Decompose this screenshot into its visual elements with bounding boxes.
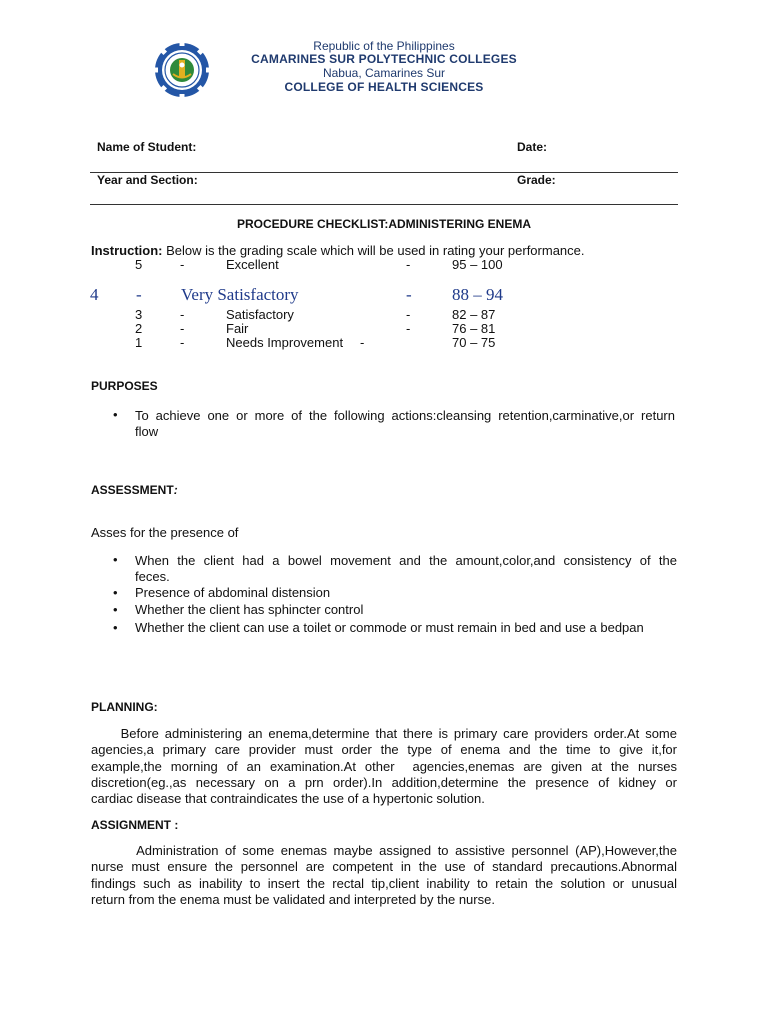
scale-score: 3: [135, 307, 143, 322]
assignment-line: Administration of some enemas maybe assigned to assistive personnel (AP),However,the: [91, 843, 677, 858]
scale-dash: -: [180, 335, 185, 350]
republic-line: Republic of the Philippines: [313, 39, 455, 53]
scale-range: 95 – 100: [452, 257, 503, 272]
instruction-label: Instruction:: [91, 243, 163, 258]
purpose-item: [135, 408, 675, 441]
scale-range: 82 – 87: [452, 307, 496, 322]
bullet-icon: •: [113, 602, 118, 617]
bullet-icon: •: [113, 407, 118, 422]
planning-line: Before administering an enema,determine that there is primary care providers order.At some: [91, 726, 677, 741]
scale-dash: -: [180, 307, 185, 322]
planning-paragraph: [91, 726, 677, 807]
scale-description: Fair: [226, 321, 249, 336]
scale-dash: -: [360, 335, 365, 350]
assignment-paragraph: [91, 843, 677, 908]
scale-score: 4: [90, 285, 99, 304]
assessment-item-line: feces.: [135, 569, 170, 585]
scale-range: 88 – 94: [452, 285, 503, 304]
assessment-heading-colon: :: [173, 483, 178, 497]
grade-label: Grade:: [517, 173, 556, 187]
bullet-icon: •: [113, 552, 118, 567]
purpose-item-line: To achieve one or more of the following actions:cleansing retention,carminative,or return: [135, 408, 675, 423]
scale-description: Excellent: [226, 257, 279, 272]
scale-description: Very Satisfactory: [181, 285, 299, 304]
scale-dash: -: [406, 257, 411, 272]
assessment-item: Whether the client can use a toilet or commode or must remain in bed and use a bedpan: [135, 620, 644, 635]
scale-dash: -: [406, 321, 411, 336]
scale-dash: -: [406, 285, 412, 304]
assignment-heading: ASSIGNMENT :: [91, 818, 179, 832]
bullet-icon: •: [113, 620, 118, 635]
bullet-icon: •: [113, 585, 118, 600]
scale-dash: -: [406, 307, 411, 322]
date-label: Date:: [517, 140, 548, 154]
assessment-heading-text: ASSESSMENT: [91, 483, 174, 497]
scale-range: 76 – 81: [452, 321, 496, 336]
scale-dash: -: [136, 285, 142, 304]
assessment-heading: [91, 483, 178, 497]
scale-score: 1: [135, 335, 143, 350]
scale-score: 5: [135, 257, 143, 272]
scale-dash: -: [180, 257, 185, 272]
assessment-item: Whether the client has sphincter control: [135, 602, 364, 617]
assignment-line: nurse must ensure the personnel are competent in the use of standard precautions.Abnormal: [91, 859, 677, 875]
planning-line: cardiac disease that contraindicates the use of a hypertonic solution.: [91, 791, 485, 807]
assessment-item-line: When the client had a bowel movement and the amount,color,and consistency of the: [135, 553, 677, 568]
assessment-intro: Asses for the presence of: [91, 525, 239, 540]
assessment-item: [135, 553, 677, 586]
assignment-line: return from the enema must be validated and interpreted by the nurse.: [91, 891, 495, 907]
planning-heading: PLANNING:: [91, 700, 158, 714]
school-name: CAMARINES SUR POLYTECHNIC COLLEGES: [251, 52, 517, 66]
college-name: COLLEGE OF HEALTH SCIENCES: [284, 80, 484, 94]
scale-description: Satisfactory: [226, 307, 294, 322]
planning-line: agencies,a primary care provider must order the type of enema and the time to give it,for: [91, 742, 677, 758]
name-of-student-label: Name of Student:: [97, 140, 197, 154]
instruction-text: Below is the grading scale which will be used in rating your performance.: [162, 243, 585, 258]
field-divider-2: [90, 204, 678, 205]
instruction-line: [91, 243, 585, 259]
scale-range: 70 – 75: [452, 335, 496, 350]
purpose-item-line: flow: [135, 424, 159, 440]
scale-description: Needs Improvement: [226, 335, 344, 350]
year-and-section-label: Year and Section:: [97, 173, 198, 187]
scale-dash: -: [180, 321, 185, 336]
planning-line: example,the morning of an examination.At other agencies,enemas are given at the nurses: [91, 758, 677, 774]
planning-line: discretion(eg.,as necessary on a prn order).In addition,determine the presence of kidney or: [91, 774, 677, 790]
checklist-title: PROCEDURE CHECKLIST:ADMINISTERING ENEMA: [236, 217, 531, 231]
scale-score: 2: [135, 321, 143, 336]
assignment-line: findings such as inability to insert the rectal tip,client inability to retain the solution or unusual: [91, 875, 677, 891]
school-location: Nabua, Camarines Sur: [322, 66, 446, 80]
purposes-heading: PURPOSES: [91, 379, 158, 393]
assessment-item: Presence of abdominal distension: [135, 585, 331, 600]
